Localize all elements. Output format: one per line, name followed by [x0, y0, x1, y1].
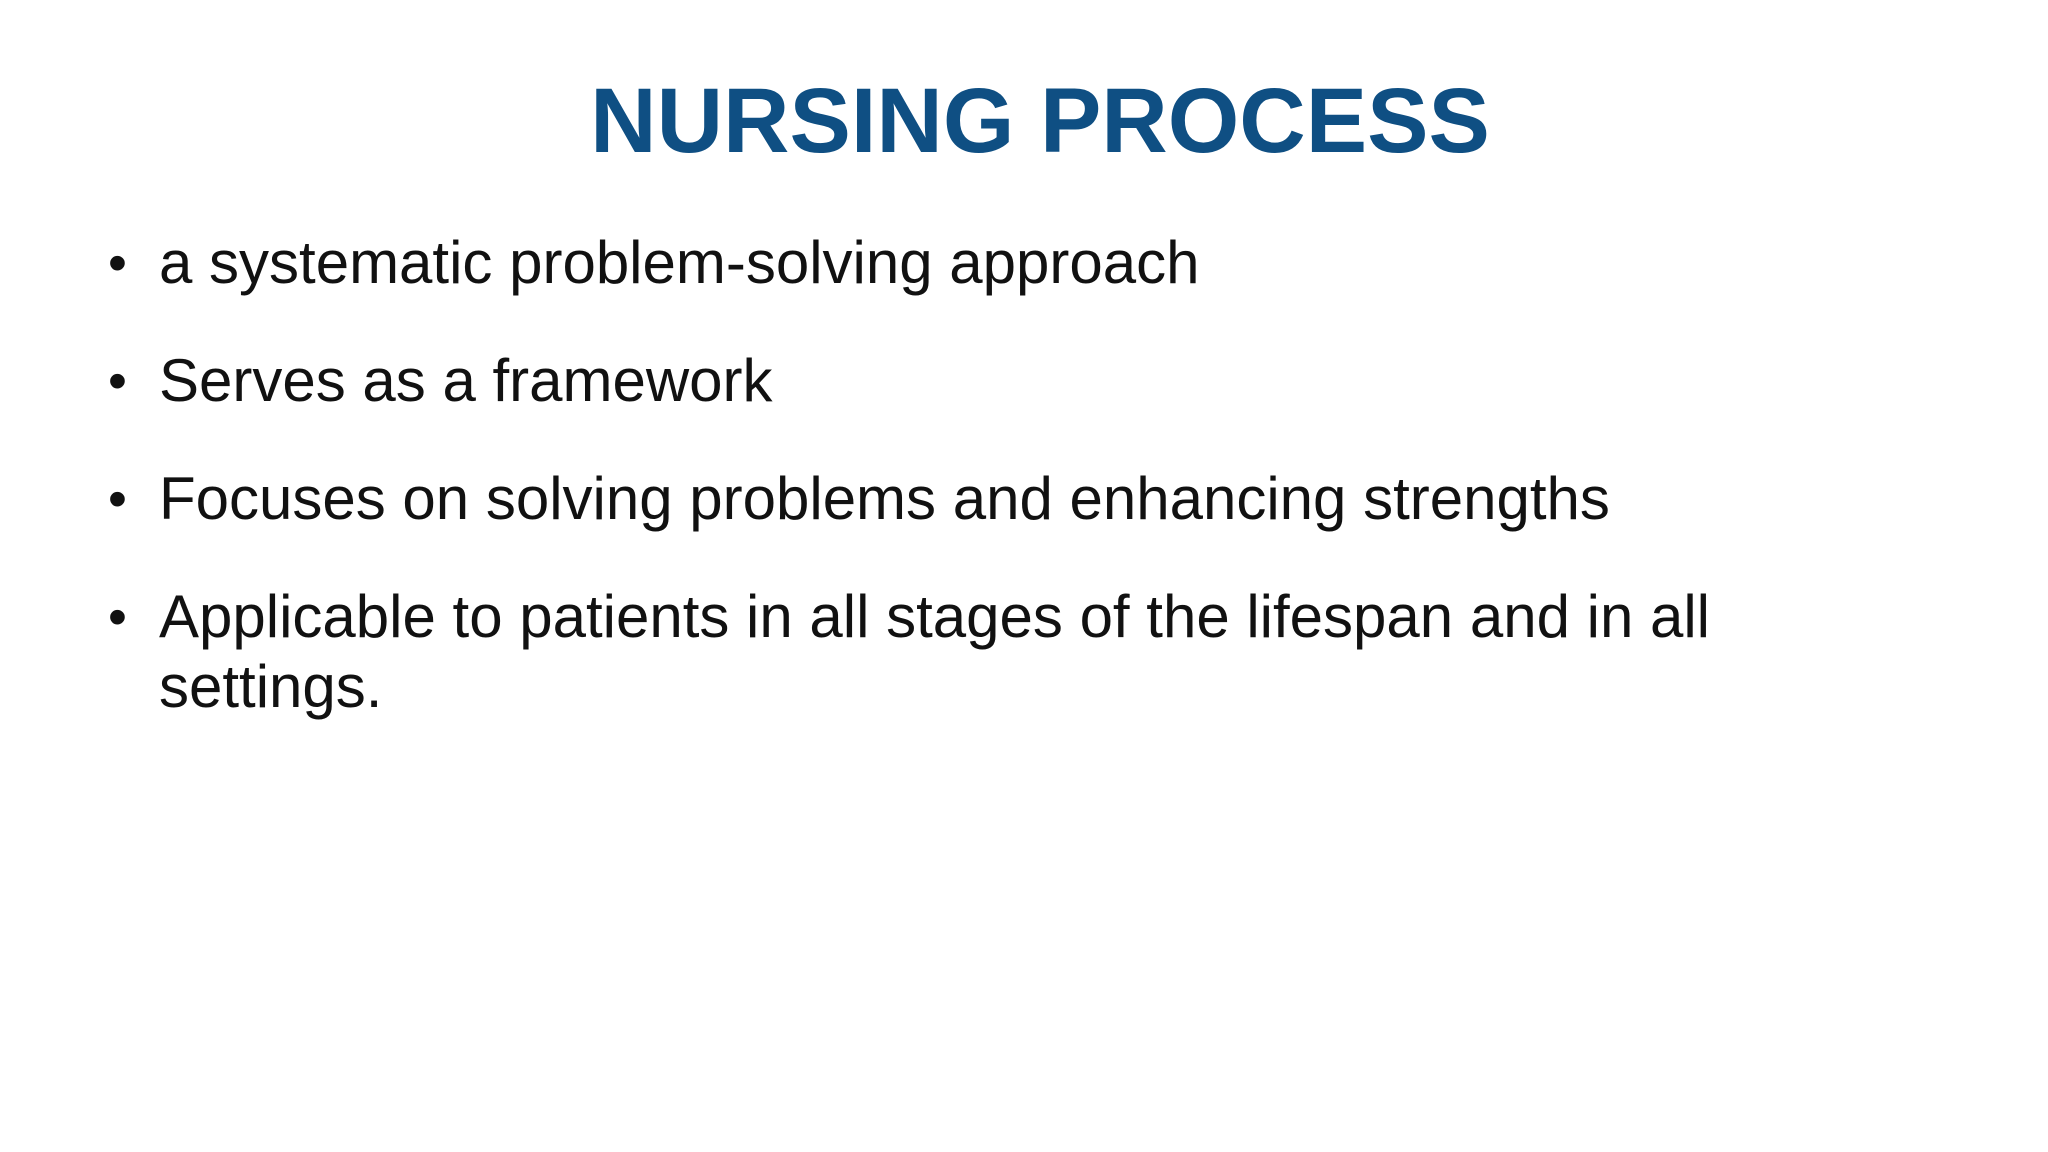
list-item	[108, 346, 1948, 416]
slide-title: NURSING PROCESS	[590, 70, 1490, 172]
bullet-list	[108, 228, 1948, 770]
list-item	[108, 228, 1948, 298]
bullet-text: Focuses on solving problems and enhancing strengths	[159, 465, 1610, 532]
bullet-icon: •	[108, 469, 127, 529]
bullet-text: Serves as a framework	[159, 347, 773, 414]
bullet-text: Applicable to patients in all stages of the lifespan and in all settings.	[159, 583, 1711, 720]
bullet-text: a systematic problem-solving approach	[159, 229, 1200, 296]
bullet-icon: •	[108, 587, 127, 647]
list-item	[108, 464, 1948, 534]
list-item	[108, 582, 1948, 722]
bullet-icon: •	[108, 233, 127, 293]
bullet-icon: •	[108, 351, 127, 411]
